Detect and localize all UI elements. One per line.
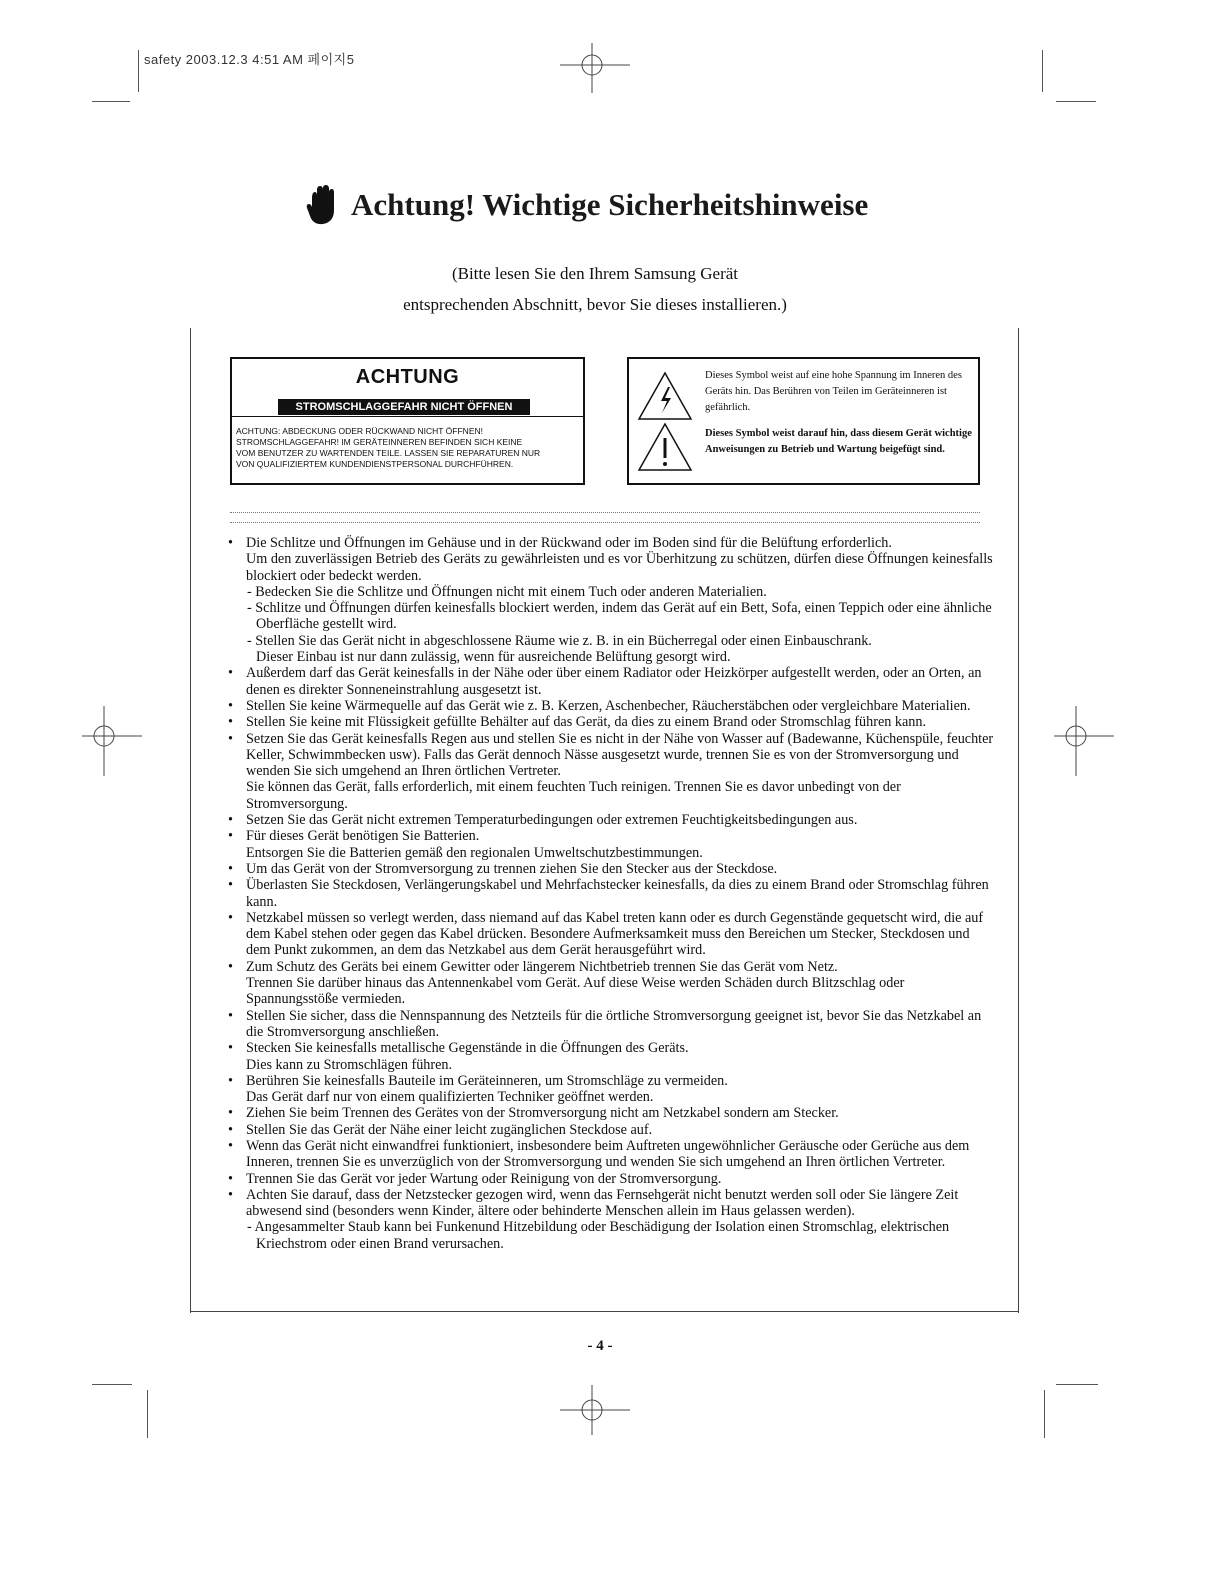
high-voltage-triangle-icon	[637, 371, 693, 421]
item-text: • Die Schlitze und Öffnungen im Gehäuse und in der Rückwand oder im Boden sind für die Belüftung erforderlich.	[246, 535, 892, 551]
item-extra: Dies kann zu Stromschlägen führen.	[246, 1056, 453, 1073]
exclamation-triangle-icon	[637, 422, 693, 472]
registration-mark-icon	[560, 38, 620, 98]
item-text: • Wenn das Gerät nicht einwandfrei funktioniert, insbesondere beim Auftreten ungewöhnlicher Geräusche oder Gerüche aus dem Inneren, trennen Sie es unverzüglich von der Stromversorgung und wenden Sie sich umgehend an Ihren örtlichen Vertreter.	[246, 1137, 970, 1171]
warning-box	[230, 357, 585, 485]
list-item	[226, 910, 996, 959]
item-text: • Stellen Sie das Gerät der Nähe einer leicht zugänglichen Steckdose auf.	[246, 1121, 653, 1138]
warning-heading: ACHTUNG	[355, 366, 460, 388]
subtitle-line: (Bitte lesen Sie den Ihrem Samsung Gerät	[451, 264, 739, 283]
item-extra: Entsorgen Sie die Batterien gemäß den regionalen Umweltschutzbestimmungen.	[246, 844, 703, 861]
item-extra: Das Gerät darf nur von einem qualifizierten Techniker geöffnet werden.	[246, 1089, 654, 1106]
item-extra: Sie können das Gerät, falls erforderlich, mit einem feuchten Tuch reinigen. Trennen Sie es davor unbedingt von der Stromversorgung.	[246, 779, 901, 812]
item-text: • Außerdem darf das Gerät keinesfalls in der Nähe oder über einem Radiator oder Heizkörper aufgestellt werden, oder an Orten, an denen es direkter Sonneneinstrahlung ausgesetzt ist.	[246, 665, 982, 698]
warning-line: STROMSCHLAGGEFAHR! IM GERÄTEINNEREN BEFINDEN SICH KEINE	[236, 437, 523, 447]
warning-text	[236, 426, 581, 470]
list-item	[226, 535, 996, 665]
stop-hand-icon	[303, 184, 341, 226]
list-item	[226, 714, 996, 730]
item-text: • Stellen Sie keine mit Flüssigkeit gefüllte Behälter auf das Gerät, da dies zu einem Brand oder Stromschlag führen kann.	[246, 714, 927, 731]
list-item	[226, 812, 996, 828]
list-item	[226, 731, 996, 812]
list-item	[226, 1171, 996, 1187]
crop-mark	[1042, 50, 1043, 92]
item-text: • Stellen Sie keine Wärmequelle auf das Gerät wie z. B. Kerzen, Aschenbecher, Räucherstäbchen oder vergleichbare Materialien.	[246, 697, 971, 714]
item-text: • Für dieses Gerät benötigen Sie Batterien.	[246, 828, 480, 845]
symbol-description: Dieses Symbol weist darauf hin, dass diesem Gerät wichtige Anweisungen zu Betrieb und Wartung beigefügt sind.	[705, 428, 972, 455]
registration-mark-icon	[1054, 706, 1114, 766]
warning-line: ACHTUNG: ABDECKUNG ODER RÜCKWAND NICHT ÖFFNEN!	[236, 426, 483, 436]
item-sub: - Stellen Sie das Gerät nicht in abgeschlossene Räume wie z. B. in ein Bücherregal oder einen Einbauschrank.	[247, 632, 872, 649]
crop-mark	[92, 1384, 132, 1385]
item-sub: Dieser Einbau ist nur dann zulässig, wenn für ausreichende Belüftung gesorgt wird.	[256, 649, 731, 666]
divider	[230, 522, 980, 523]
list-item	[226, 959, 996, 1008]
list-item	[226, 665, 996, 698]
crop-mark	[147, 1390, 148, 1438]
frame-line	[1018, 328, 1019, 1313]
symbol-description: Dieses Symbol weist auf eine hohe Spannung im Inneren des Geräts hin. Das Berühren von Teilen im Geräteinneren ist gefährlich.	[705, 370, 962, 413]
crop-mark	[1056, 1384, 1098, 1385]
item-text: • Berühren Sie keinesfalls Bauteile im Geräteinneren, um Stromschläge zu vermeiden.	[246, 1072, 728, 1089]
crop-mark	[1056, 101, 1096, 102]
item-extra: Trennen Sie darüber hinaus das Antennenkabel vom Gerät. Auf diese Weise werden Schäden durch Blitzschlag oder Spannungsstöße vermieden.	[246, 975, 905, 1008]
list-item	[226, 1073, 996, 1106]
item-sub: - Schlitze und Öffnungen dürfen keinesfalls blockiert werden, indem das Gerät auf ein Bett, Sofa, einen Teppich oder eine ähnliche Oberfläche gestellt wird.	[247, 600, 992, 633]
item-text: • Netzkabel müssen so verlegt werden, dass niemand auf das Kabel treten kann oder es durch Gegenstände gequetscht wird, die auf dem Kabel stehen oder gegen das Kabel drücken. Besondere Aufmerksamkeit muss den Bereichen um Stecker, Steckdosen und dem Punkt zukommen, an dem das Netzkabel aus dem Gerät herausgeführt wird.	[246, 909, 984, 959]
item-text: • Ziehen Sie beim Trennen des Gerätes von der Stromversorgung nicht am Netzkabel sondern am Stecker.	[246, 1105, 839, 1122]
list-item	[226, 1040, 996, 1073]
subtitle-line: entsprechenden Abschnitt, bevor Sie dieses installieren.)	[403, 295, 787, 314]
list-item	[226, 698, 996, 714]
item-text: • Achten Sie darauf, dass der Netzstecker gezogen wird, wenn das Fernsehgerät nicht benutzt werden soll oder Sie längere Zeit abwesend sind (besonders wenn Kinder, ältere oder behinderte Menschen allein im Haus gelassen werden).	[246, 1186, 959, 1220]
warning-line: VON QUALIFIZIERTEM KUNDENDIENSTPERSONAL DURCHFÜHREN.	[236, 459, 514, 469]
warning-band: STROMSCHLAGGEFAHR NICHT ÖFFNEN	[278, 399, 530, 415]
item-text: • Überlasten Sie Steckdosen, Verlängerungskabel und Mehrfachstecker keinesfalls, da dies zu einem Brand oder Stromschlag führen kann.	[246, 877, 989, 910]
title-text: Achtung! Wichtige Sicherheitshinweise	[351, 187, 869, 222]
item-text: • Um das Gerät von der Stromversorgung zu trennen ziehen Sie den Stecker aus der Steckdose.	[246, 860, 778, 877]
list-item	[226, 1138, 996, 1171]
page-title	[303, 184, 868, 226]
list-item	[226, 828, 996, 861]
item-text: • Setzen Sie das Gerät keinesfalls Regen aus und stellen Sie es nicht in der Nähe von Wasser auf (Badewanne, Küchenspüle, feuchter Keller, Schwimmbecken usw). Falls das Gerät dennoch Nässe ausgesetzt wurde, trennen Sie es von der Stromversorgung und wenden Sie sich umgehend an Ihren örtlichen Vertreter.	[246, 730, 994, 780]
crop-mark	[92, 101, 130, 102]
page-number: - 4 -	[587, 1338, 613, 1354]
item-sub: - Bedecken Sie die Schlitze und Öffnungen nicht mit einem Tuch oder anderen Materialien.	[247, 583, 767, 600]
crop-mark	[1044, 1390, 1045, 1438]
list-item	[226, 861, 996, 877]
registration-mark-icon	[560, 1380, 620, 1440]
list-item	[226, 877, 996, 910]
item-text: • Zum Schutz des Geräts bei einem Gewitter oder längerem Nichtbetrieb trennen Sie das Gerät vom Netz.	[246, 958, 838, 975]
symbols-box	[627, 357, 980, 485]
list-item	[226, 1008, 996, 1041]
item-text: • Trennen Sie das Gerät vor jeder Wartung oder Reinigung von der Stromversorgung.	[246, 1170, 722, 1187]
warning-line: VOM BENUTZER ZU WARTENDEN TEILE. LASSEN SIE REPARATUREN NUR	[236, 448, 541, 458]
crop-mark	[138, 50, 139, 92]
registration-mark-icon	[82, 706, 142, 766]
list-item	[226, 1105, 996, 1121]
frame-line	[190, 1311, 1019, 1312]
item-text: • Setzen Sie das Gerät nicht extremen Temperaturbedingungen oder extremen Feuchtigkeitsbedingungen aus.	[246, 812, 858, 829]
subtitle	[330, 258, 860, 320]
item-text: • Stecken Sie keinesfalls metallische Gegenstände in die Öffnungen des Geräts.	[246, 1040, 689, 1057]
frame-line	[190, 328, 191, 1313]
print-header: safety 2003.12.3 4:51 AM 페이지5	[144, 52, 355, 67]
list-item	[226, 1122, 996, 1138]
divider	[232, 416, 583, 417]
list-item	[226, 1187, 996, 1252]
divider	[230, 512, 980, 513]
item-text: • Stellen Sie sicher, dass die Nennspannung des Netzteils für die örtliche Stromversorgung geeignet ist, bevor Sie das Netzkabel an die Stromversorgung anschließen.	[246, 1007, 982, 1040]
safety-instructions	[226, 535, 996, 1252]
item-extra: Um den zuverlässigen Betrieb des Geräts zu gewährleisten und es vor Überhitzung zu schützen, dürfen diese Öffnungen keinesfalls blockiert oder bedeckt werden.	[246, 551, 993, 584]
item-sub: - Angesammelter Staub kann bei Funkenund Hitzebildung oder Beschädigung der Isolation einen Stromschlag, elektrischen Kriechstrom oder einen Brand verursachen.	[247, 1219, 950, 1252]
